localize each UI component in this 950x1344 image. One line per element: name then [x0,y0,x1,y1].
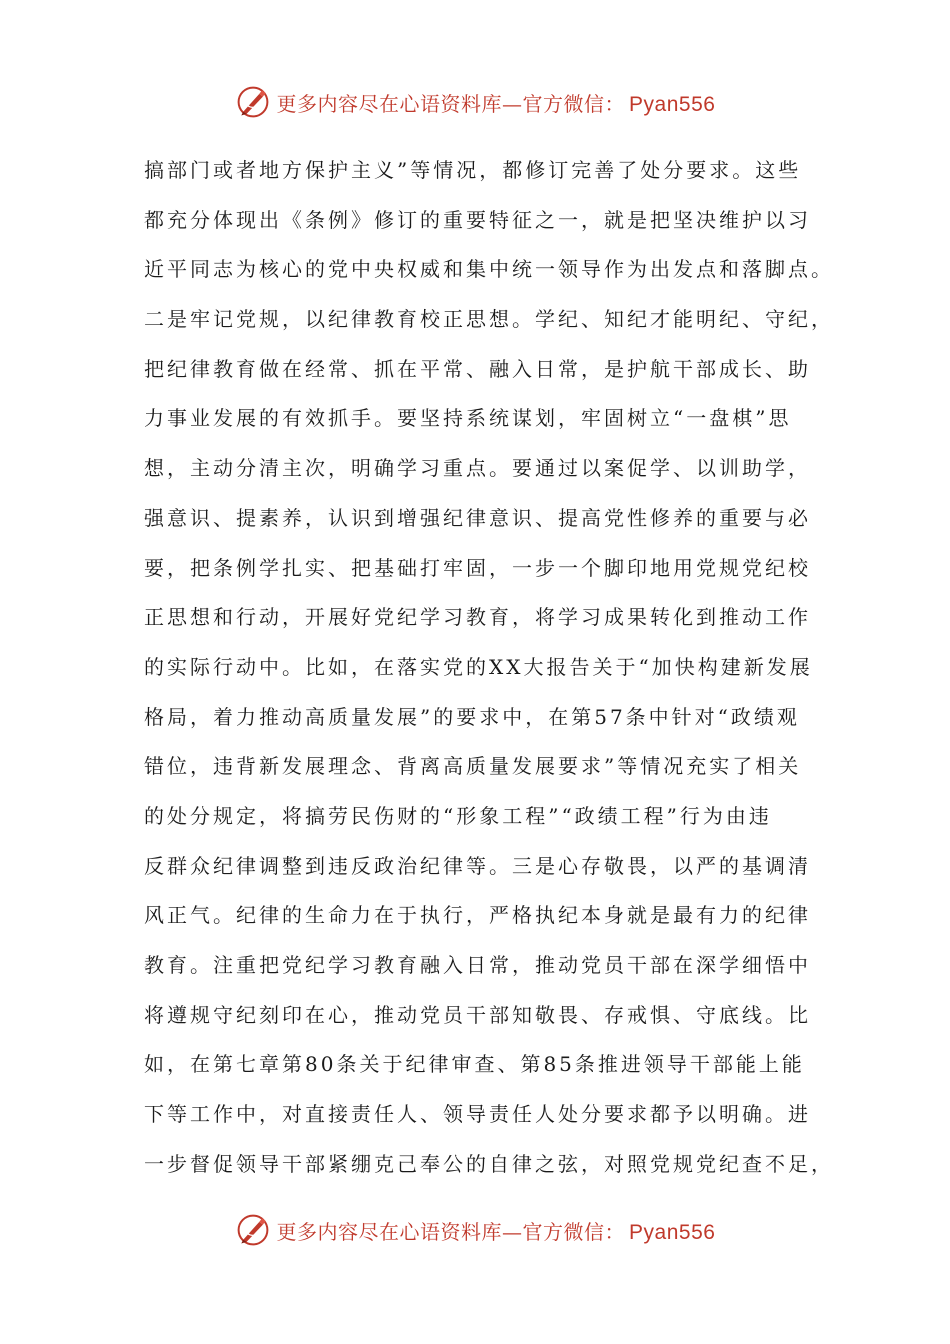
text-line: 将遵规守纪刻印在心，推动党员干部知敬畏、存戒惧、守底线。比 [144,1002,811,1027]
pen-circle-logo-icon [235,84,271,120]
text-line: 要，把条例学扎实、把基础打牢固，一步一个脚印地用党规党纪校 [144,555,811,580]
text-line: 都充分体现出《条例》修订的重要特征之一，就是把坚决维护以习 [144,207,811,232]
text-line: 强意识、提素养，认识到增强纪律意识、提高党性修养的重要与必 [144,505,811,530]
text-line: 如，在第七章第80条关于纪律审查、第85条推进领导干部能上能 [144,1052,805,1077]
text-line: 把纪律教育做在经常、抓在平常、融入日常，是护航干部成长、助 [144,356,811,381]
text-line: 风正气。纪律的生命力在于执行，严格执纪本身就是最有力的纪律 [144,903,811,928]
text-line: 近平同志为核心的党中央权威和集中统一领导作为出发点和落脚点。 [144,257,834,282]
document-body [144,146,834,1189]
text-line: 教育。注重把党纪学习教育融入日常，推动党员干部在深学细悟中 [144,953,811,977]
header-banner [0,82,950,122]
footer-banner-text: 更多内容尽在心语资料库—官方微信： [276,1219,626,1244]
footer-banner-content [235,1212,716,1248]
text-line: 搞部门或者地方保护主义”等情况，都修订完善了处分要求。这些 [144,158,802,182]
text-line: 力事业发展的有效抓手。要坚持系统谋划，牢固树立“一盘棋”思 [144,406,792,431]
text-line: 一步督促领导干部紧绷克己奉公的自律之弦，对照党规党纪查不足， [144,1151,834,1176]
text-line: 下等工作中，对直接责任人、领导责任人处分要求都予以明确。进 [144,1102,811,1127]
footer-banner [0,1210,950,1250]
text-line: 正思想和行动，开展好党纪学习教育，将学习成果转化到推动工作 [144,605,811,630]
text-line: 错位，违背新发展理念、背离高质量发展要求”等情况充实了相关 [144,754,802,779]
header-banner-content [235,84,716,120]
text-line: 想，主动分清主次，明确学习重点。要通过以案促学、以训助学， [144,456,811,481]
header-wechat-id: Pyan556 [629,92,716,116]
pen-circle-logo-icon [235,1212,271,1248]
text-line: 格局，着力推动高质量发展”的要求中，在第57条中针对“政绩观 [144,704,800,729]
text-line: 二是牢记党规，以纪律教育校正思想。学纪、知纪才能明纪、守纪， [144,307,834,332]
text-line: 的处分规定，将搞劳民伤财的“形象工程”“政绩工程”行为由违 [144,803,772,828]
text-line: 反群众纪律调整到违反政治纪律等。三是心存敬畏，以严的基调清 [144,853,811,878]
text-line: 的实际行动中。比如，在落实党的XX大报告关于“加快构建新发展 [144,654,813,679]
header-banner-text: 更多内容尽在心语资料库—官方微信： [276,91,626,116]
footer-wechat-id: Pyan556 [629,1220,716,1244]
